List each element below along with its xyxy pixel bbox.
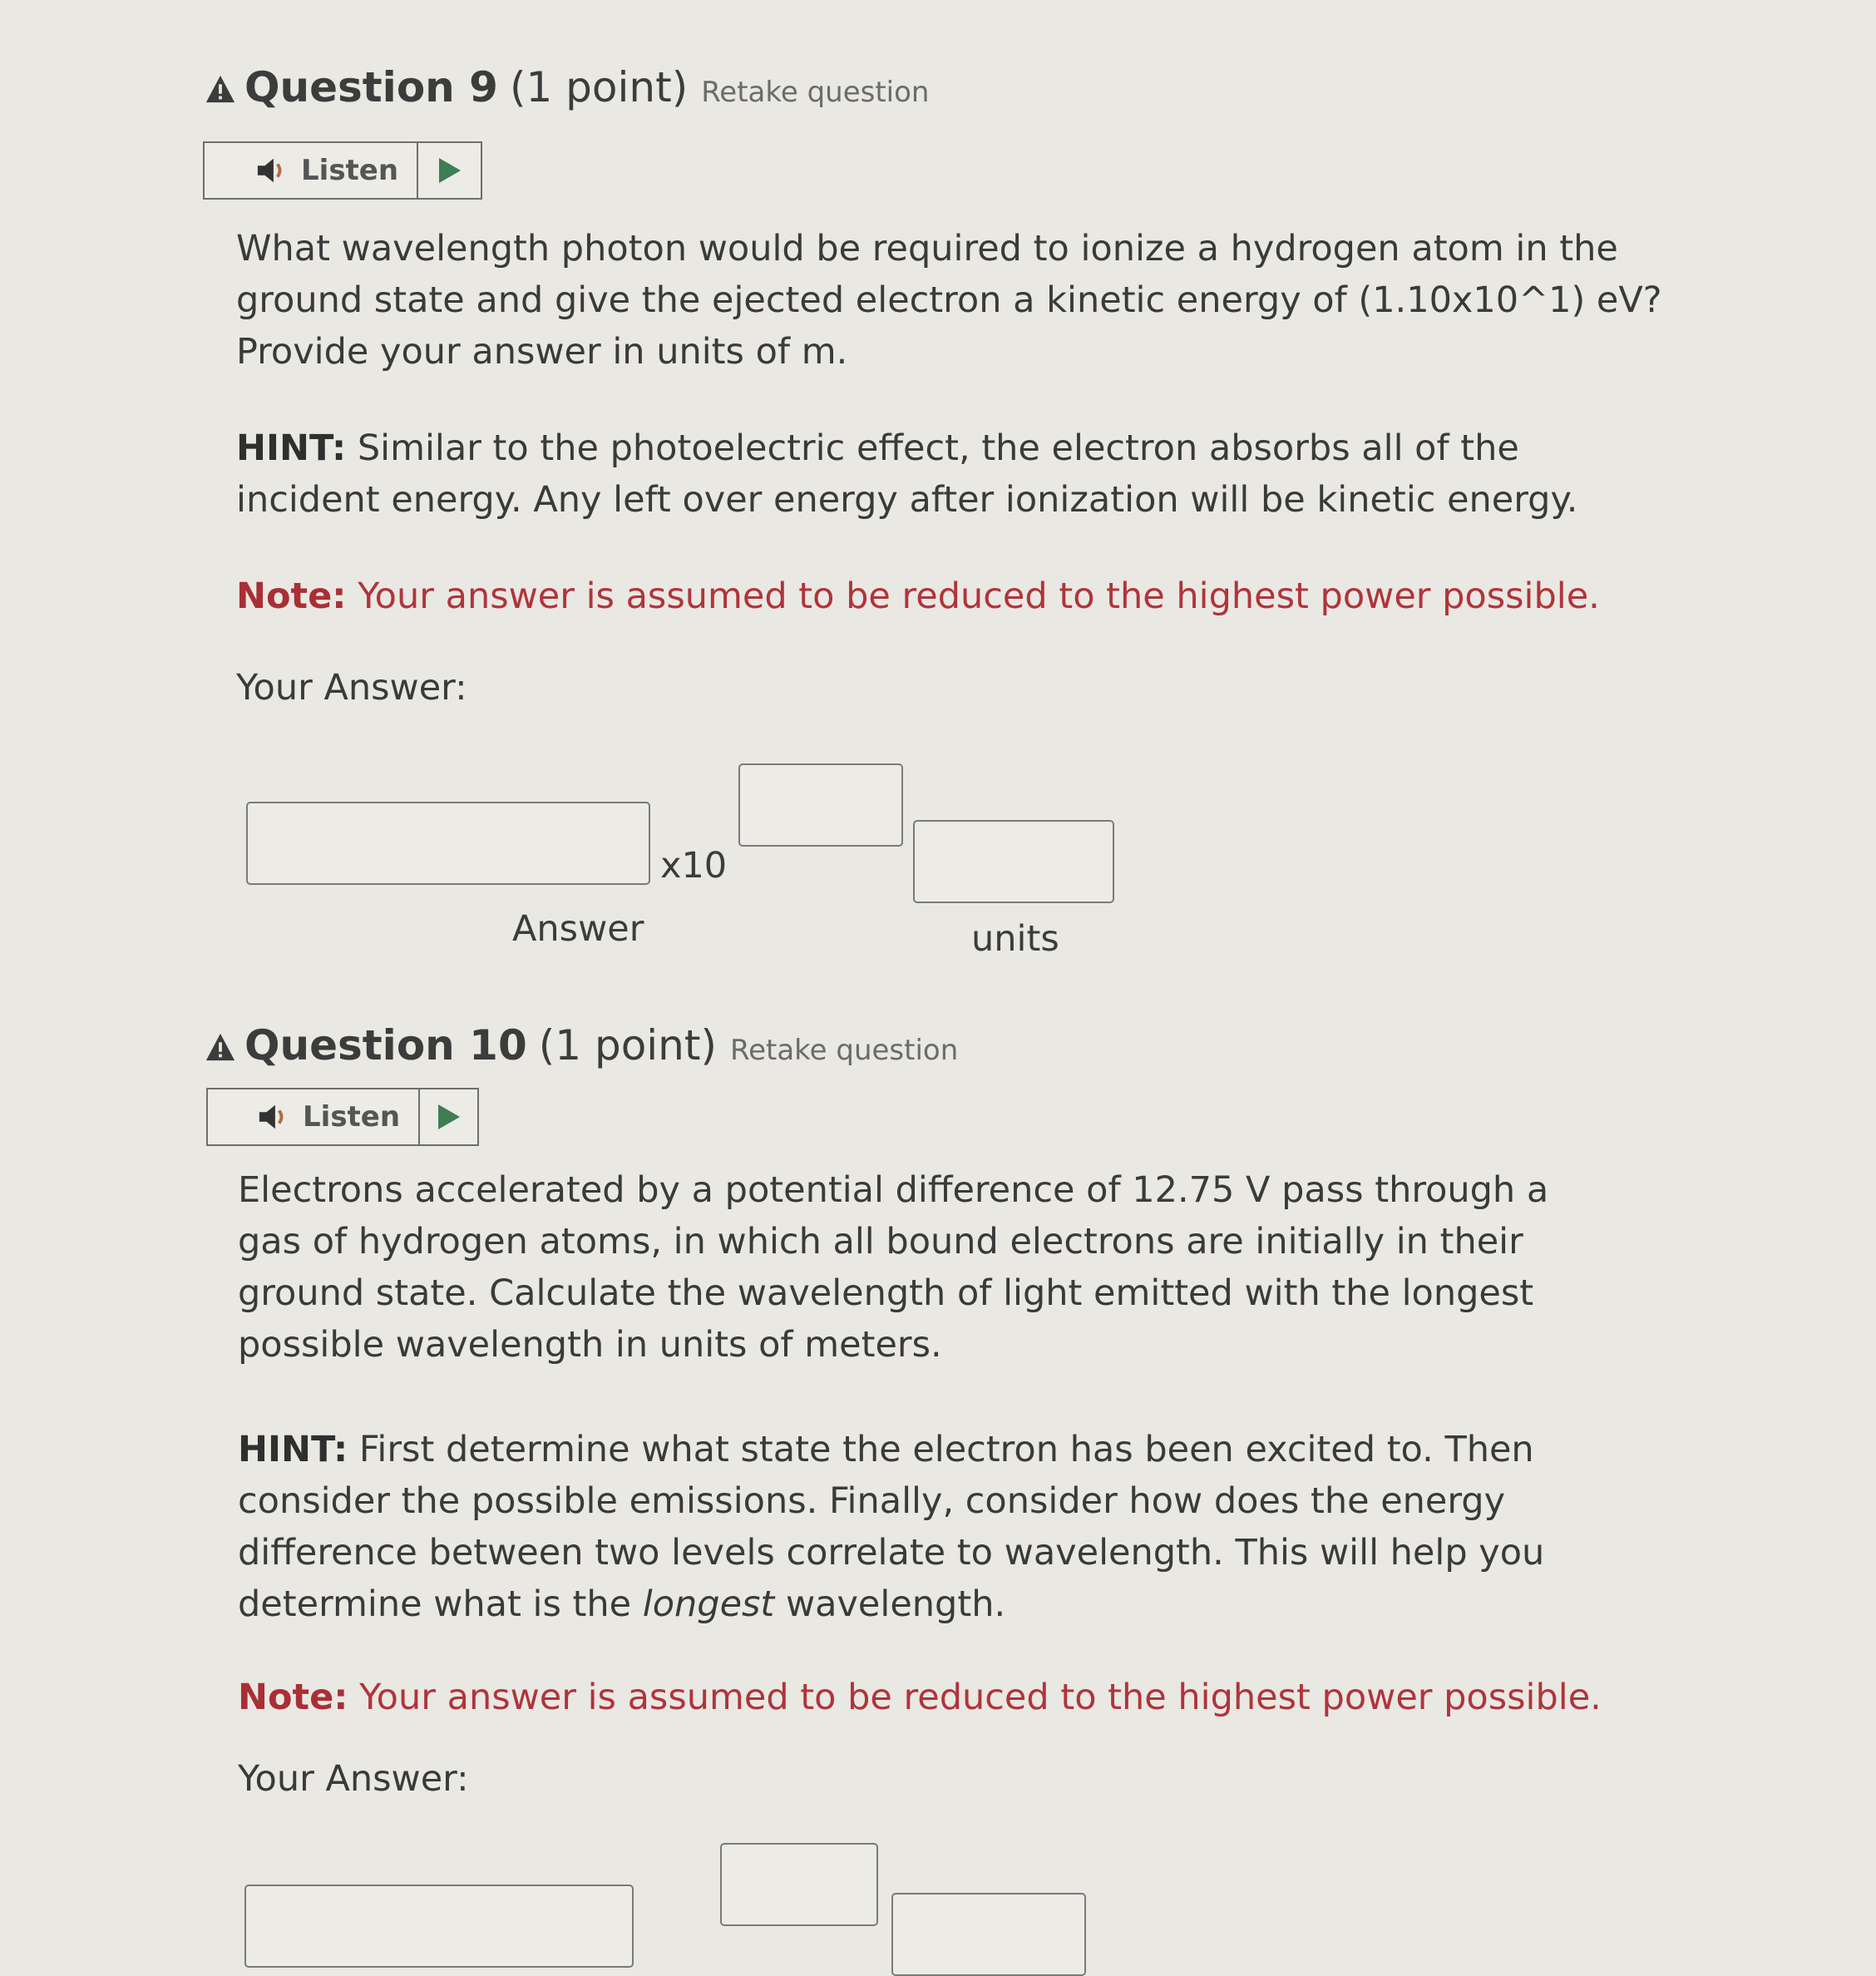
question-title: Question 10 [244,1021,527,1070]
hint-label: HINT: [238,1429,348,1470]
question-points: (1 point) [509,63,689,111]
listen-label: Listen [301,154,399,187]
exponent-input[interactable] [720,1843,878,1926]
answer-caption: Answer [512,908,644,950]
note-label: Note: [236,576,347,617]
hint-body: First determine what state the electron has been excited to. Then consider the possible emissions. Finally, consider how does the energy difference between two levels correlate to wavelength. This will help you determine what is the [238,1429,1545,1625]
hint-text [238,1424,1635,1630]
hint-body-end: wavelength. [785,1583,1006,1625]
your-answer-label: Your Answer: [236,667,467,709]
note-label: Note: [238,1677,348,1718]
note-text [236,571,1733,622]
hint-body: Similar to the photoelectric effect, the electron absorbs all of the incident energy. Any left over energy after ionization will be kinetic energy. [236,427,1578,521]
note-body: Your answer is assumed to be reduced to the highest power possible. [359,1677,1602,1718]
speaker-icon [258,1103,289,1131]
exponent-input[interactable] [738,763,903,847]
hint-emphasis: longest [642,1583,775,1625]
hint-label: HINT: [236,427,347,469]
question-10-header [205,1021,958,1070]
question-9-header [205,63,929,111]
question-points: (1 point) [538,1021,717,1070]
listen-button[interactable] [208,1089,420,1144]
question-title: Question 9 [244,63,498,111]
answer-input[interactable] [246,802,650,885]
retake-question-link[interactable]: Retake question [701,76,930,109]
play-icon [438,1104,460,1129]
question-text: Electrons accelerated by a potential difference of 12.75 V pass through a gas of hydrogen atoms, in which all bound electrons are initially in their ground state. Calculate the wavelength of light emitted with the longest possible wavelength in units of meters. [238,1169,1549,1366]
play-icon [439,158,461,183]
units-caption: units [971,918,1059,960]
your-answer-label: Your Answer: [238,1758,469,1800]
warning-triangle-icon [205,1031,236,1063]
play-button[interactable] [418,143,481,198]
warning-triangle-icon [205,73,236,105]
listen-button[interactable] [205,143,418,198]
times-ten-label: x10 [660,845,728,887]
units-input[interactable] [891,1893,1086,1976]
speaker-icon [256,156,288,185]
listen-widget [203,141,482,200]
note-text [238,1672,1735,1723]
hint-text [236,422,1583,526]
play-button[interactable] [420,1089,477,1144]
retake-question-link[interactable]: Retake question [729,1034,959,1067]
answer-input[interactable] [244,1885,634,1968]
listen-label: Listen [303,1100,401,1134]
question-text: What wavelength photon would be required to ionize a hydrogen atom in the ground state and give the ejected electron a kinetic energy of (1.10x10^1) eV? Provide your answer in units of m. [236,228,1662,373]
units-input[interactable] [913,820,1114,903]
note-body: Your answer is assumed to be reduced to the highest power possible. [358,576,1600,617]
listen-widget [206,1088,479,1146]
